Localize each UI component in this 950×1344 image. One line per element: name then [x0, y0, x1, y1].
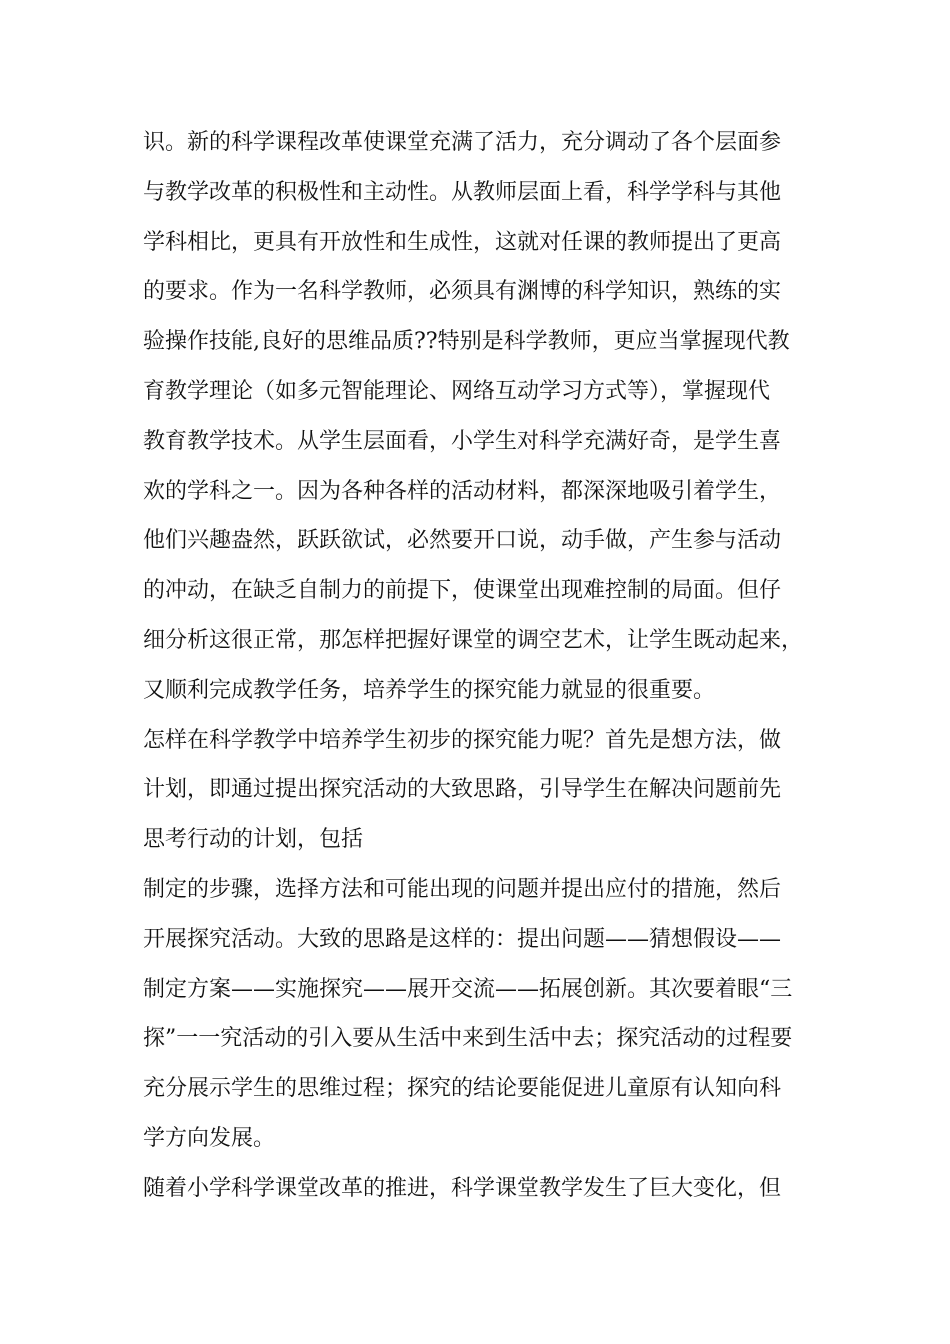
body-text — [143, 118, 833, 1214]
text-line: 计划，即通过提出探究活动的大致思路，引导学生在解决问题前先 — [143, 777, 782, 803]
text-line: 的冲动，在缺乏自制力的前提下，使课堂出现难控制的局面。但仔 — [143, 578, 782, 604]
text-line: 制定方案——实施探究——展开交流——拓展创新。其次要着眼“三 — [143, 976, 793, 1002]
text-line: 学方向发展。 — [143, 1125, 276, 1151]
text-line: 教育教学技术。从学生层面看，小学生对科学充满好奇，是学生喜 — [143, 428, 782, 454]
text-line: 他们兴趣盎然，跃跃欲试，必然要开口说，动手做，产生参与活动 — [143, 528, 782, 554]
text-line: 开展探究活动。大致的思路是这样的：提出问题——猜想假设—— — [143, 926, 782, 952]
text-line: 制定的步骤，选择方法和可能出现的问题并提出应付的措施，然后 — [143, 876, 782, 902]
text-line: 思考行动的计划，包括 — [143, 827, 364, 853]
text-line: 细分析这很正常，那怎样把握好课堂的调空艺术，让学生既动起来， — [143, 627, 804, 653]
text-line: 学科相比，更具有开放性和生成性，这就对任课的教师提出了更高 — [143, 229, 782, 255]
text-line: 充分展示学生的思维过程；探究的结论要能促进儿童原有认知向科 — [143, 1076, 782, 1102]
text-line: 欢的学科之一。因为各种各样的活动材料，都深深地吸引着学生， — [143, 478, 782, 504]
text-line: 识。新的科学课程改革使课堂充满了活力，充分调动了各个层面参 — [143, 130, 782, 155]
text-line: 随着小学科学课堂改革的推进，科学课堂教学发生了巨大变化，但 — [143, 1175, 782, 1201]
text-line: 又顺利完成教学任务，培养学生的探究能力就显的很重要。 — [143, 677, 716, 703]
text-line: 的要求。作为一名科学教师，必须具有渊博的科学知识，熟练的实 — [143, 279, 782, 305]
text-line: 怎样在科学教学中培养学生初步的探究能力呢？首先是想方法，做 — [143, 727, 782, 753]
text-line: 与教学改革的积极性和主动性。从教师层面上看，科学学科与其他 — [143, 179, 782, 205]
text-line: 验操作技能,良好的思维品质??特别是科学教师，更应当掌握现代教 — [143, 329, 790, 355]
text-line: 探”一一究活动的引入要从生活中来到生活中去；探究活动的过程要 — [143, 1026, 793, 1052]
text-line: 育教学理论（如多元智能理论、网络互动学习方式等），掌握现代 — [143, 378, 771, 404]
